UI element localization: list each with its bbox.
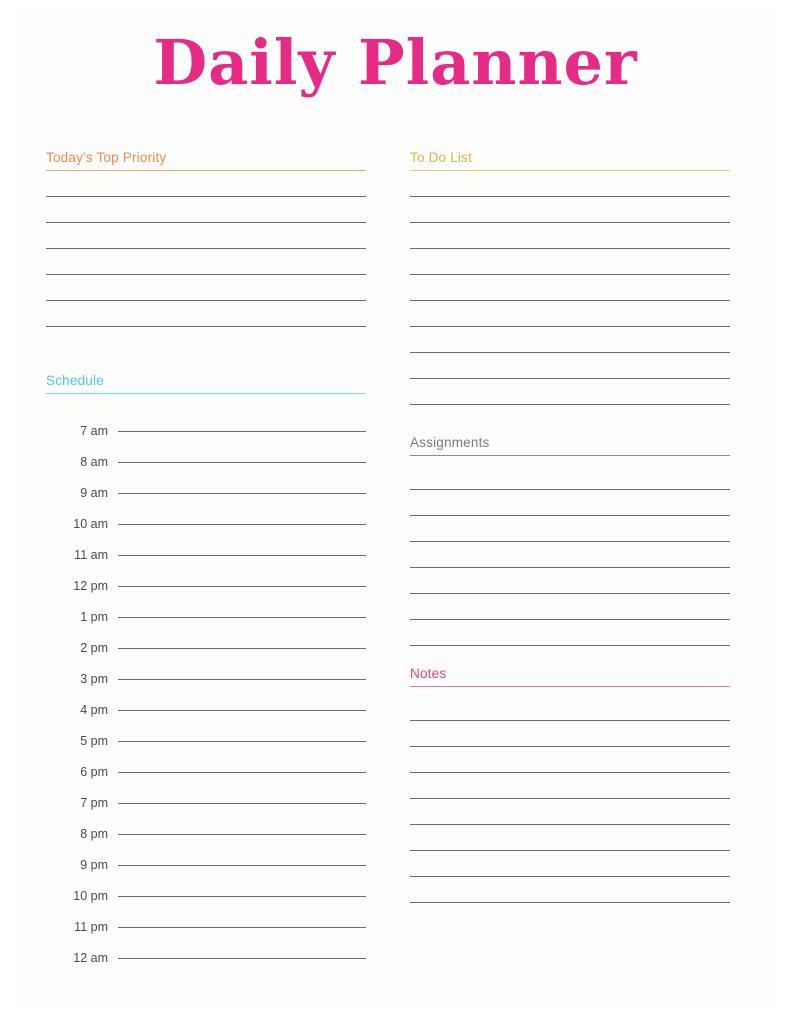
write-line[interactable] xyxy=(118,772,366,773)
schedule-time-label: 11 am xyxy=(74,548,108,562)
write-line[interactable] xyxy=(118,958,366,959)
write-line[interactable] xyxy=(118,648,366,649)
schedule-time-label: 7 am xyxy=(80,424,108,438)
write-line[interactable] xyxy=(410,902,730,903)
schedule-time-label: 10 pm xyxy=(73,889,108,903)
schedule-row[interactable] xyxy=(46,838,366,872)
section-todo-list xyxy=(410,150,730,405)
write-line[interactable] xyxy=(118,741,366,742)
assignments-lines xyxy=(410,456,730,646)
todo-list-lines xyxy=(410,171,730,405)
top-priority-heading: Today's Top Priority xyxy=(46,150,167,165)
schedule-row[interactable] xyxy=(46,435,366,469)
write-line[interactable] xyxy=(118,586,366,587)
schedule-row[interactable] xyxy=(46,652,366,686)
schedule-time-label: 9 am xyxy=(80,486,108,500)
schedule-time-label: 1 pm xyxy=(80,610,108,624)
section-top-priority xyxy=(46,150,366,327)
left-column xyxy=(46,150,366,965)
schedule-time-label: 10 am xyxy=(73,517,108,531)
schedule-time-label: 6 pm xyxy=(80,765,108,779)
write-line[interactable] xyxy=(118,865,366,866)
write-line[interactable] xyxy=(118,493,366,494)
schedule-row[interactable] xyxy=(46,497,366,531)
schedule-row[interactable] xyxy=(46,714,366,748)
schedule-time-label: 3 pm xyxy=(80,672,108,686)
schedule-time-label: 7 pm xyxy=(80,796,108,810)
write-line[interactable] xyxy=(118,555,366,556)
schedule-row[interactable] xyxy=(46,528,366,562)
write-line[interactable] xyxy=(118,710,366,711)
schedule-time-label: 12 pm xyxy=(73,579,108,593)
schedule-row[interactable] xyxy=(46,404,366,438)
write-line[interactable] xyxy=(118,431,366,432)
section-notes xyxy=(410,666,730,903)
todo-list-heading: To Do List xyxy=(410,150,473,165)
right-column xyxy=(410,150,730,903)
schedule-row[interactable] xyxy=(46,590,366,624)
section-schedule xyxy=(46,373,366,965)
schedule-row[interactable] xyxy=(46,776,366,810)
write-line[interactable] xyxy=(118,834,366,835)
schedule-time-label: 11 pm xyxy=(74,920,108,934)
notes-heading: Notes xyxy=(410,666,447,681)
schedule-row[interactable] xyxy=(46,621,366,655)
schedule-row[interactable] xyxy=(46,869,366,903)
schedule-row[interactable] xyxy=(46,931,366,965)
schedule-rows xyxy=(46,404,366,965)
schedule-time-label: 8 pm xyxy=(80,827,108,841)
schedule-time-label: 8 am xyxy=(80,455,108,469)
schedule-rule xyxy=(46,393,366,394)
schedule-row[interactable] xyxy=(46,559,366,593)
schedule-row[interactable] xyxy=(46,683,366,717)
schedule-time-label: 12 am xyxy=(73,951,108,965)
write-line[interactable] xyxy=(118,803,366,804)
schedule-row[interactable] xyxy=(46,807,366,841)
section-assignments xyxy=(410,435,730,646)
write-line[interactable] xyxy=(118,617,366,618)
write-line[interactable] xyxy=(118,927,366,928)
schedule-row[interactable] xyxy=(46,900,366,934)
schedule-time-label: 4 pm xyxy=(80,703,108,717)
page-title: Daily Planner xyxy=(153,26,638,99)
schedule-row[interactable] xyxy=(46,466,366,500)
write-line[interactable] xyxy=(118,896,366,897)
write-line[interactable] xyxy=(118,679,366,680)
schedule-heading: Schedule xyxy=(46,373,104,388)
assignments-heading: Assignments xyxy=(410,435,490,450)
schedule-time-label: 5 pm xyxy=(80,734,108,748)
notes-lines xyxy=(410,687,730,903)
top-priority-lines xyxy=(46,171,366,327)
write-line[interactable] xyxy=(118,524,366,525)
schedule-time-label: 2 pm xyxy=(80,641,108,655)
write-line[interactable] xyxy=(118,462,366,463)
schedule-row[interactable] xyxy=(46,745,366,779)
schedule-time-label: 9 pm xyxy=(80,858,108,872)
